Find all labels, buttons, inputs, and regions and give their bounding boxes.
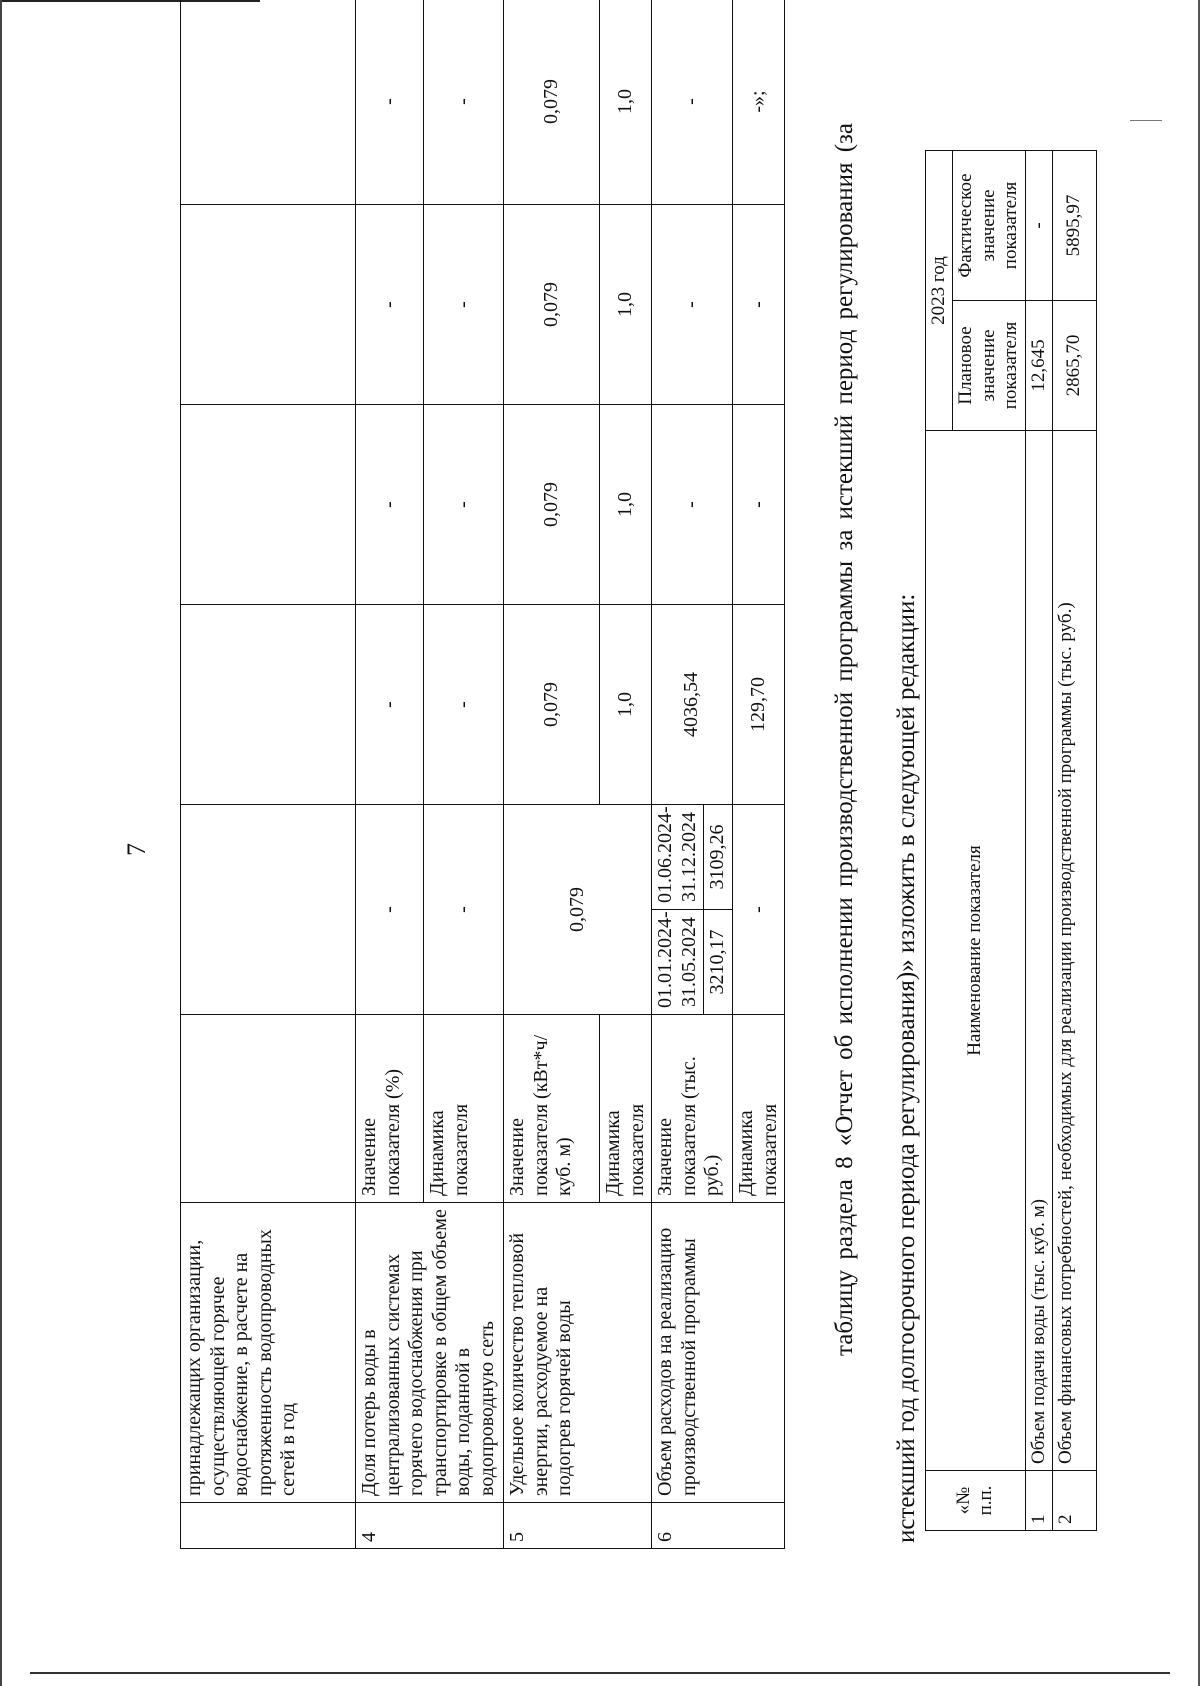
table-row <box>356 0 424 1549</box>
row-num: 5 <box>504 1503 652 1549</box>
sub-label: Значение показателя (тыс. руб.) <box>652 1015 733 1203</box>
value-cell: - <box>652 0 733 205</box>
empty-cell <box>181 605 356 805</box>
report-table <box>925 150 1097 1531</box>
indicators-table <box>180 0 785 1549</box>
empty-cell <box>181 205 356 405</box>
indicator-name: Доля потерь воды в централизованных системах горячего водоснабжения при транспортировке в общем объеме воды, поданной в водопроводную сеть <box>356 1203 504 1503</box>
value-cell: - <box>732 205 784 405</box>
row-num: 6 <box>652 1503 785 1549</box>
value-cell: 0,079 <box>504 205 600 405</box>
value-cell: 1,0 <box>600 205 652 405</box>
value-cell: - <box>732 405 784 605</box>
value-cell: 2865,70 <box>1053 301 1097 431</box>
indicator-name: Объем финансовых потребностей, необходимых для реализации производственной программы (тыс. руб.) <box>1053 431 1097 1471</box>
indicator-name: Удельное количество тепловой энергии, расходуемое на подогрев горячей воды <box>504 1203 652 1503</box>
value-cell: 129,70 <box>732 605 784 805</box>
value-cell: - <box>424 0 504 205</box>
value-cell: - <box>424 805 504 1015</box>
value-cell: 0,079 <box>504 805 652 1015</box>
row-num: 2 <box>1053 1471 1097 1531</box>
table-row <box>652 0 704 1549</box>
value-cell: 1,0 <box>600 0 652 205</box>
page-number: 7 <box>122 843 151 856</box>
row-num-cell <box>181 1503 356 1549</box>
table-row <box>181 0 356 1549</box>
row-num: 1 <box>1025 1471 1052 1531</box>
sub-label: Значение показателя (%) <box>356 1015 424 1203</box>
indicator-name: принадлежащих организации, осуществляющей горячее водоснабжение, в расчете на протяженность водопроводных сетей в год <box>181 1203 356 1503</box>
sub-label: Значение показателя (кВт*ч/куб. м) <box>504 1015 600 1203</box>
period-cell: 01.01.2024-31.05.2024 <box>652 910 704 1015</box>
indicator-name: Объем подачи воды (тыс. куб. м) <box>1025 431 1052 1471</box>
value-cell: - <box>356 405 424 605</box>
value-cell: - <box>424 605 504 805</box>
value-cell: 1,0 <box>600 405 652 605</box>
sub-label: Динамика показателя <box>732 1015 784 1203</box>
value-cell: - <box>1025 150 1052 300</box>
value-cell: - <box>732 805 784 1015</box>
empty-cell <box>181 805 356 1015</box>
paragraph-line: таблицу раздела 8 «Отчет об исполнении производственной программы за истекший период регулирования (за <box>831 122 858 1356</box>
paragraph-line: истекший год долгосрочного периода регулирования)» изложить в следующей редакции: <box>893 593 920 1543</box>
period-cell: 01.06.2024-31.12.2024 <box>652 805 704 910</box>
empty-cell <box>181 0 356 205</box>
value-cell: - <box>356 805 424 1015</box>
value-cell: - <box>356 205 424 405</box>
indicator-name: Объем расходов на реализацию производственной программы <box>652 1203 785 1503</box>
value-cell: - <box>424 405 504 605</box>
table-row <box>504 0 600 1549</box>
value-cell: 0,079 <box>504 0 600 205</box>
value-cell: - <box>652 405 733 605</box>
value-cell: 3210,17 <box>704 910 733 1015</box>
table-row <box>1053 150 1097 1530</box>
value-cell: - <box>424 205 504 405</box>
value-cell: - <box>356 0 424 205</box>
header-name: Наименование показателя <box>926 431 1026 1471</box>
value-cell: - <box>652 205 733 405</box>
table-header-row <box>926 150 953 1530</box>
value-cell: - <box>356 605 424 805</box>
table-row <box>1025 150 1052 1530</box>
value-cell: 4036,54 <box>652 605 733 805</box>
value-cell: 0,079 <box>504 605 600 805</box>
empty-cell <box>181 405 356 605</box>
empty-cell <box>181 1015 356 1203</box>
row-num: 4 <box>356 1503 504 1549</box>
value-cell: 0,079 <box>504 405 600 605</box>
header-planned: Плановое значение показателя <box>953 301 1025 431</box>
value-cell: 5895,97 <box>1053 150 1097 300</box>
value-cell: 1,0 <box>600 605 652 805</box>
value-cell: 3109,26 <box>704 805 733 910</box>
sub-label: Динамика показателя <box>600 1015 652 1203</box>
header-num: «№ п.п. <box>926 1471 1026 1531</box>
value-cell: -»; <box>732 0 784 205</box>
value-cell: 12,645 <box>1025 301 1052 431</box>
header-actual: Фактическое значение показателя <box>953 150 1025 300</box>
sub-label: Динамика показателя <box>424 1015 504 1203</box>
header-year: 2023 год <box>926 150 953 430</box>
